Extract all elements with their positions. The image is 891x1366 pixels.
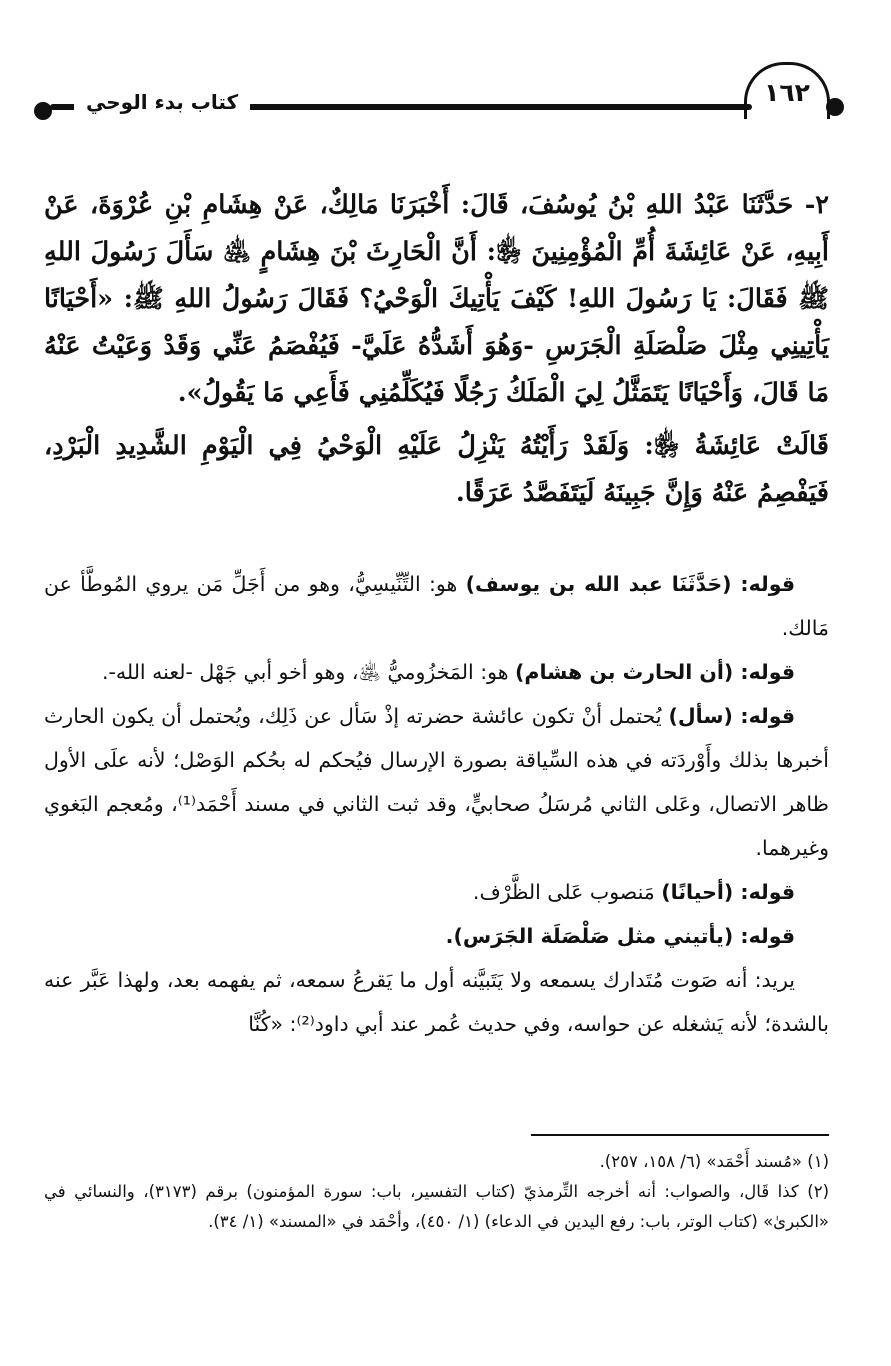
hadith-paragraph: ٢- حَدَّثَنَا عَبْدُ اللهِ بْنُ يُوسُفَ، قَالَ: أَخْبَرَنَا مَالِكٌ، عَنْ هِشَامِ بْنِ عُرْوَةَ، عَنْ أَبِيهِ، عَنْ عَائِشَةَ أُمِّ الْمُؤْمِنِينَ ﵂: أَنَّ الْحَارِثَ بْنَ هِشَامٍ ﵁ سَأَلَ رَسُولَ اللهِ ﷺ فَقَالَ: يَا رَسُولَ اللهِ! كَيْفَ يَأْتِيكَ الْوَحْيُ؟ فَقَالَ رَسُولُ اللهِ ﷺ: «أَحْيَانًا يَأْتِينِي مِثْلَ صَلْصَلَةِ الْجَرَسِ -وَهُوَ أَشَدُّهُ عَلَيَّ- فَيُفْصَمُ عَنِّي وَقَدْ وَعَيْتُ عَنْهُ مَا قَالَ، وَأَحْيَانًا يَتَمَثَّلُ لِيَ الْمَلَكُ رَجُلًا فَيُكَلِّمُنِي فَأَعِي مَا يَقُولُ».: [44, 190, 829, 408]
commentary-paragraph: [44, 650, 829, 694]
running-title: كتاب بدء الوحي: [74, 82, 250, 122]
commentary-paragraph: [44, 870, 829, 914]
hadith-paragraph: قَالَتْ عَائِشَةُ ﵂: وَلَقَدْ رَأَيْتُهُ يَنْزِلُ عَلَيْهِ الْوَحْيُ فِي الْيَوْمِ الشَّدِيدِ الْبَرْدِ، فَيَفْصِمُ عَنْهُ وَإِنَّ جَبِينَهُ لَيَتَفَصَّدُ عَرَقًا.: [44, 431, 829, 508]
commentary: [44, 562, 829, 1046]
commentary-lead: قوله: (سأل): [668, 704, 795, 728]
hadith-text: [44, 182, 829, 523]
commentary-text: مَنصوب عَلى الظَّرْف.: [472, 880, 662, 904]
footnote-2: (٢) كذا قَال، والصواب: أنه أخرجه التِّرمذيّ (كتاب التفسير، باب: سورة المؤمنون) برقم (٣١٧٣)، والنسائي في «الكبرىٰ» (كتاب الوتر، باب: رفع اليدين في الدعاء) (١/ ٤٥٠)، وأحْمَد في «المسند» (١/ ٣٤).: [44, 1182, 830, 1231]
commentary-lead: قوله: (حَدَّثَنَا عبد الله بن يوسف): [465, 572, 795, 596]
commentary-paragraph: [44, 562, 829, 650]
page-header: [30, 60, 830, 140]
commentary-paragraph: [44, 694, 829, 870]
commentary-text: يُحتمل أنْ تكون عائشة حضرته إذْ سَأل عن ذَلِك، ويُحتمل أن يكون الحارث أخبرها بذلك وأَوْردَته في هذه السِّياقة بصورة الإرسال فيُحكم له بحُكم الوَصْل؛ لأنه علَى الأول ظاهر الاتصال، وعَلى الثاني مُرسَلُ صحابيٍّ، وقد ثبت الثاني في مسند أَحْمَد⁽¹⁾، ومُعجم البَغوي وغيرهما.: [44, 704, 829, 860]
footnotes: [44, 1147, 829, 1237]
footnote-separator: [531, 1134, 829, 1136]
commentary-paragraph: يريد: أنه صَوت مُتَدارك يسمعه ولا يَتَبيَّنه أول ما يَقرعُ سمعه، ثم يفهمه بعد، ولهذا عَبَّر عنه بالشدة؛ لأنه يَشغله عن حواسه، وفي حديث عُمر عند أبي داود⁽²⁾: «كُنَّا: [44, 968, 829, 1036]
page-number: ١٦٢: [744, 62, 830, 119]
commentary-lead: قوله: (أحيانًا): [661, 880, 795, 904]
commentary-lead: قوله: (أن الحارث بن هشام): [515, 660, 795, 684]
commentary-lead: قوله: (يأتيني مثل صَلْصَلَة الجَرَس).: [445, 924, 795, 948]
footnote-1: (١) «مُسند أَحْمَد» (٦/ ١٥٨، ٢٥٧).: [599, 1152, 829, 1171]
commentary-text: هو: المَخزُوميُّ ﵁، وهو أخو أبي جَهْل -لعنه الله-.: [102, 660, 516, 684]
header-ornament-dot: [34, 102, 52, 120]
commentary-paragraph: [44, 914, 829, 958]
commentary-text: هو: التِّنِّيسِيُّ، وهو من أَجَلِّ مَن يروي المُوطَّأ عن مَالك.: [44, 572, 829, 640]
